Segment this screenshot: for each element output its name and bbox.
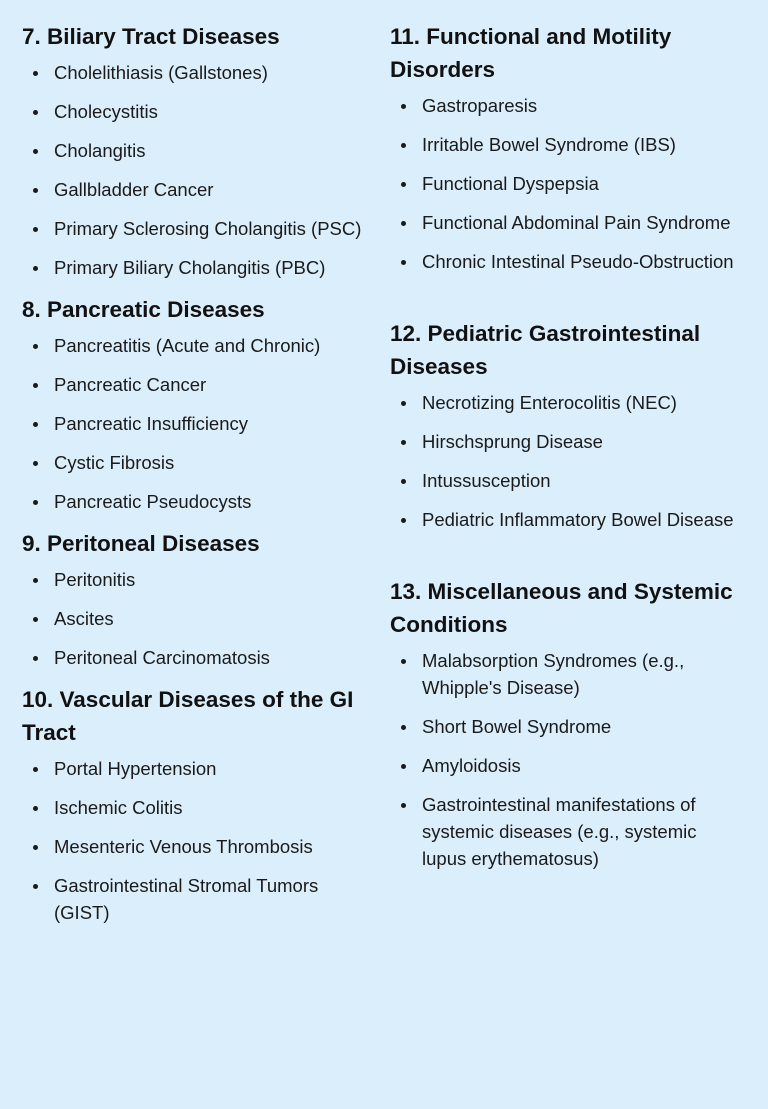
section-title: 7. Biliary Tract Diseases <box>22 24 280 49</box>
item-list <box>390 92 745 275</box>
item-list <box>390 389 745 533</box>
list-item <box>22 605 367 632</box>
list-item <box>22 332 367 359</box>
section-title: 11. Functional and Motility Disorders <box>390 24 672 82</box>
list-item <box>390 209 745 236</box>
list-item <box>22 98 367 125</box>
bullet-icon <box>401 725 406 730</box>
list-item <box>390 428 745 455</box>
item-list <box>390 647 745 872</box>
section-title: 10. Vascular Diseases of the GI Tract <box>22 687 354 745</box>
list-item <box>22 254 367 281</box>
bullet-icon <box>33 656 38 661</box>
list-item <box>390 752 745 779</box>
bullet-icon <box>33 344 38 349</box>
list-item-text: Short Bowel Syndrome <box>422 716 612 737</box>
bullet-icon <box>401 143 406 148</box>
bullet-icon <box>33 383 38 388</box>
list-item <box>22 410 367 437</box>
list-item <box>22 566 367 593</box>
list-item-text: Intussusception <box>422 470 551 491</box>
list-item-text: Peritonitis <box>54 569 136 590</box>
bullet-icon <box>401 764 406 769</box>
list-item-text: Necrotizing Enterocolitis (NEC) <box>422 392 677 413</box>
section-functional-motility-disorders <box>390 20 745 275</box>
list-item-text: Functional Dyspepsia <box>422 173 599 194</box>
list-item-text: Primary Sclerosing Cholangitis (PSC) <box>54 218 362 239</box>
bullet-icon <box>33 266 38 271</box>
bullet-icon <box>401 260 406 265</box>
bullet-icon <box>401 440 406 445</box>
section-peritoneal-diseases <box>22 527 367 671</box>
list-item <box>22 449 367 476</box>
item-list <box>22 755 367 926</box>
list-item <box>22 794 367 821</box>
list-item-text: Portal Hypertension <box>54 758 217 779</box>
list-item <box>390 647 745 701</box>
item-list <box>22 59 367 281</box>
bullet-icon <box>33 149 38 154</box>
section-pediatric-gi-diseases <box>390 317 745 533</box>
list-item-text: Amyloidosis <box>422 755 521 776</box>
list-item-text: Mesenteric Venous Thrombosis <box>54 836 313 857</box>
list-item-text: Cholecystitis <box>54 101 158 122</box>
list-item <box>22 137 367 164</box>
list-item <box>22 755 367 782</box>
list-item <box>22 215 367 242</box>
list-item <box>390 92 745 119</box>
bullet-icon <box>33 884 38 889</box>
bullet-icon <box>33 845 38 850</box>
list-item <box>390 131 745 158</box>
list-item <box>390 467 745 494</box>
bullet-icon <box>33 422 38 427</box>
list-item-text: Peritoneal Carcinomatosis <box>54 647 270 668</box>
section-biliary-tract-diseases <box>22 20 367 281</box>
list-item-text: Pancreatic Pseudocysts <box>54 491 252 512</box>
list-item-text: Gastrointestinal Stromal Tumors (GIST) <box>54 875 319 923</box>
list-item <box>390 248 745 275</box>
list-item <box>390 506 745 533</box>
bullet-icon <box>401 182 406 187</box>
right-column <box>390 20 745 884</box>
list-item-text: Cholelithiasis (Gallstones) <box>54 62 268 83</box>
list-item <box>22 872 367 926</box>
section-title: 9. Peritoneal Diseases <box>22 531 260 556</box>
list-item-text: Ascites <box>54 608 114 629</box>
list-item-text: Cystic Fibrosis <box>54 452 175 473</box>
list-item <box>390 713 745 740</box>
bullet-icon <box>401 221 406 226</box>
bullet-icon <box>33 227 38 232</box>
bullet-icon <box>401 401 406 406</box>
section-vascular-diseases <box>22 683 367 926</box>
bullet-icon <box>33 188 38 193</box>
list-item-text: Gallbladder Cancer <box>54 179 214 200</box>
list-item-text: Gastroparesis <box>422 95 538 116</box>
list-item-text: Irritable Bowel Syndrome (IBS) <box>422 134 676 155</box>
list-item-text: Primary Biliary Cholangitis (PBC) <box>54 257 326 278</box>
list-item-text: Ischemic Colitis <box>54 797 183 818</box>
list-item <box>22 59 367 86</box>
list-item <box>22 644 367 671</box>
list-item-text: Pancreatic Insufficiency <box>54 413 249 434</box>
list-item <box>390 389 745 416</box>
bullet-icon <box>401 803 406 808</box>
left-column <box>22 20 367 938</box>
bullet-icon <box>33 461 38 466</box>
list-item <box>22 488 367 515</box>
list-item-text: Functional Abdominal Pain Syndrome <box>422 212 731 233</box>
list-item <box>390 170 745 197</box>
list-item-text: Cholangitis <box>54 140 146 161</box>
list-item-text: Chronic Intestinal Pseudo-Obstruction <box>422 251 734 272</box>
bullet-icon <box>401 518 406 523</box>
list-item <box>22 833 367 860</box>
bullet-icon <box>33 71 38 76</box>
bullet-icon <box>33 806 38 811</box>
section-pancreatic-diseases <box>22 293 367 515</box>
bullet-icon <box>33 500 38 505</box>
bullet-icon <box>401 479 406 484</box>
list-item <box>22 371 367 398</box>
list-item-text: Malabsorption Syndromes (e.g., Whipple's Disease) <box>422 650 685 698</box>
section-title: 13. Miscellaneous and Systemic Conditions <box>390 579 733 637</box>
bullet-icon <box>401 659 406 664</box>
bullet-icon <box>33 617 38 622</box>
bullet-icon <box>33 578 38 583</box>
section-title: 8. Pancreatic Diseases <box>22 297 265 322</box>
list-item <box>22 176 367 203</box>
list-item <box>390 791 745 872</box>
list-item-text: Pediatric Inflammatory Bowel Disease <box>422 509 734 530</box>
section-spacer <box>390 287 745 317</box>
item-list <box>22 332 367 515</box>
list-item-text: Pancreatic Cancer <box>54 374 207 395</box>
section-miscellaneous-systemic <box>390 575 745 872</box>
section-spacer <box>390 545 745 575</box>
bullet-icon <box>33 110 38 115</box>
bullet-icon <box>33 767 38 772</box>
bullet-icon <box>401 104 406 109</box>
item-list <box>22 566 367 671</box>
list-item-text: Pancreatitis (Acute and Chronic) <box>54 335 321 356</box>
list-item-text: Gastrointestinal manifestations of systemic diseases (e.g., systemic lupus erythematosus) <box>422 794 697 869</box>
section-title: 12. Pediatric Gastrointestinal Diseases <box>390 321 701 379</box>
list-item-text: Hirschsprung Disease <box>422 431 603 452</box>
